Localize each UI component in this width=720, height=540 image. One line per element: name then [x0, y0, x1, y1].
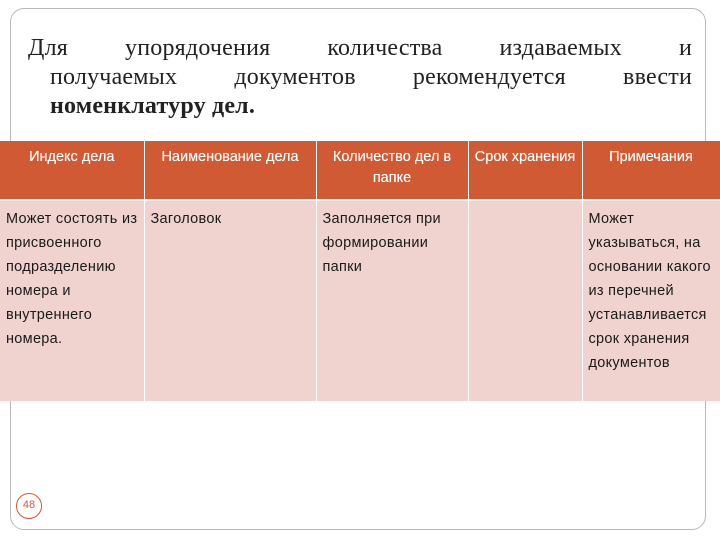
page-number-badge: 48 [16, 493, 42, 519]
intro-line-3: номенклатуру дел. [50, 93, 256, 119]
table-header-row [0, 141, 720, 200]
header-term: Срок хранения [468, 141, 582, 200]
table-row [0, 200, 720, 401]
header-count: Количество дел в папке [316, 141, 468, 200]
cell-term [468, 200, 582, 401]
cell-index: Может состоять из присвоенного подразделению номера и внутреннего номера. [0, 200, 144, 401]
header-index: Индекс дела [0, 141, 144, 200]
header-notes: Примечания [582, 141, 720, 200]
intro-text [28, 34, 692, 121]
intro-line-1: Для упорядочения количества издаваемых и [28, 35, 692, 61]
header-name: Наименование дела [144, 141, 316, 200]
nomenclature-table [0, 141, 720, 401]
cell-notes: Может указываться, на основании какого из перечней устанавливается срок хранения документов [582, 200, 720, 401]
cell-count: Заполняется при формировании папки [316, 200, 468, 401]
intro-line-2: получаемых документов рекомендуется ввести [50, 64, 692, 90]
cell-name: Заголовок [144, 200, 316, 401]
